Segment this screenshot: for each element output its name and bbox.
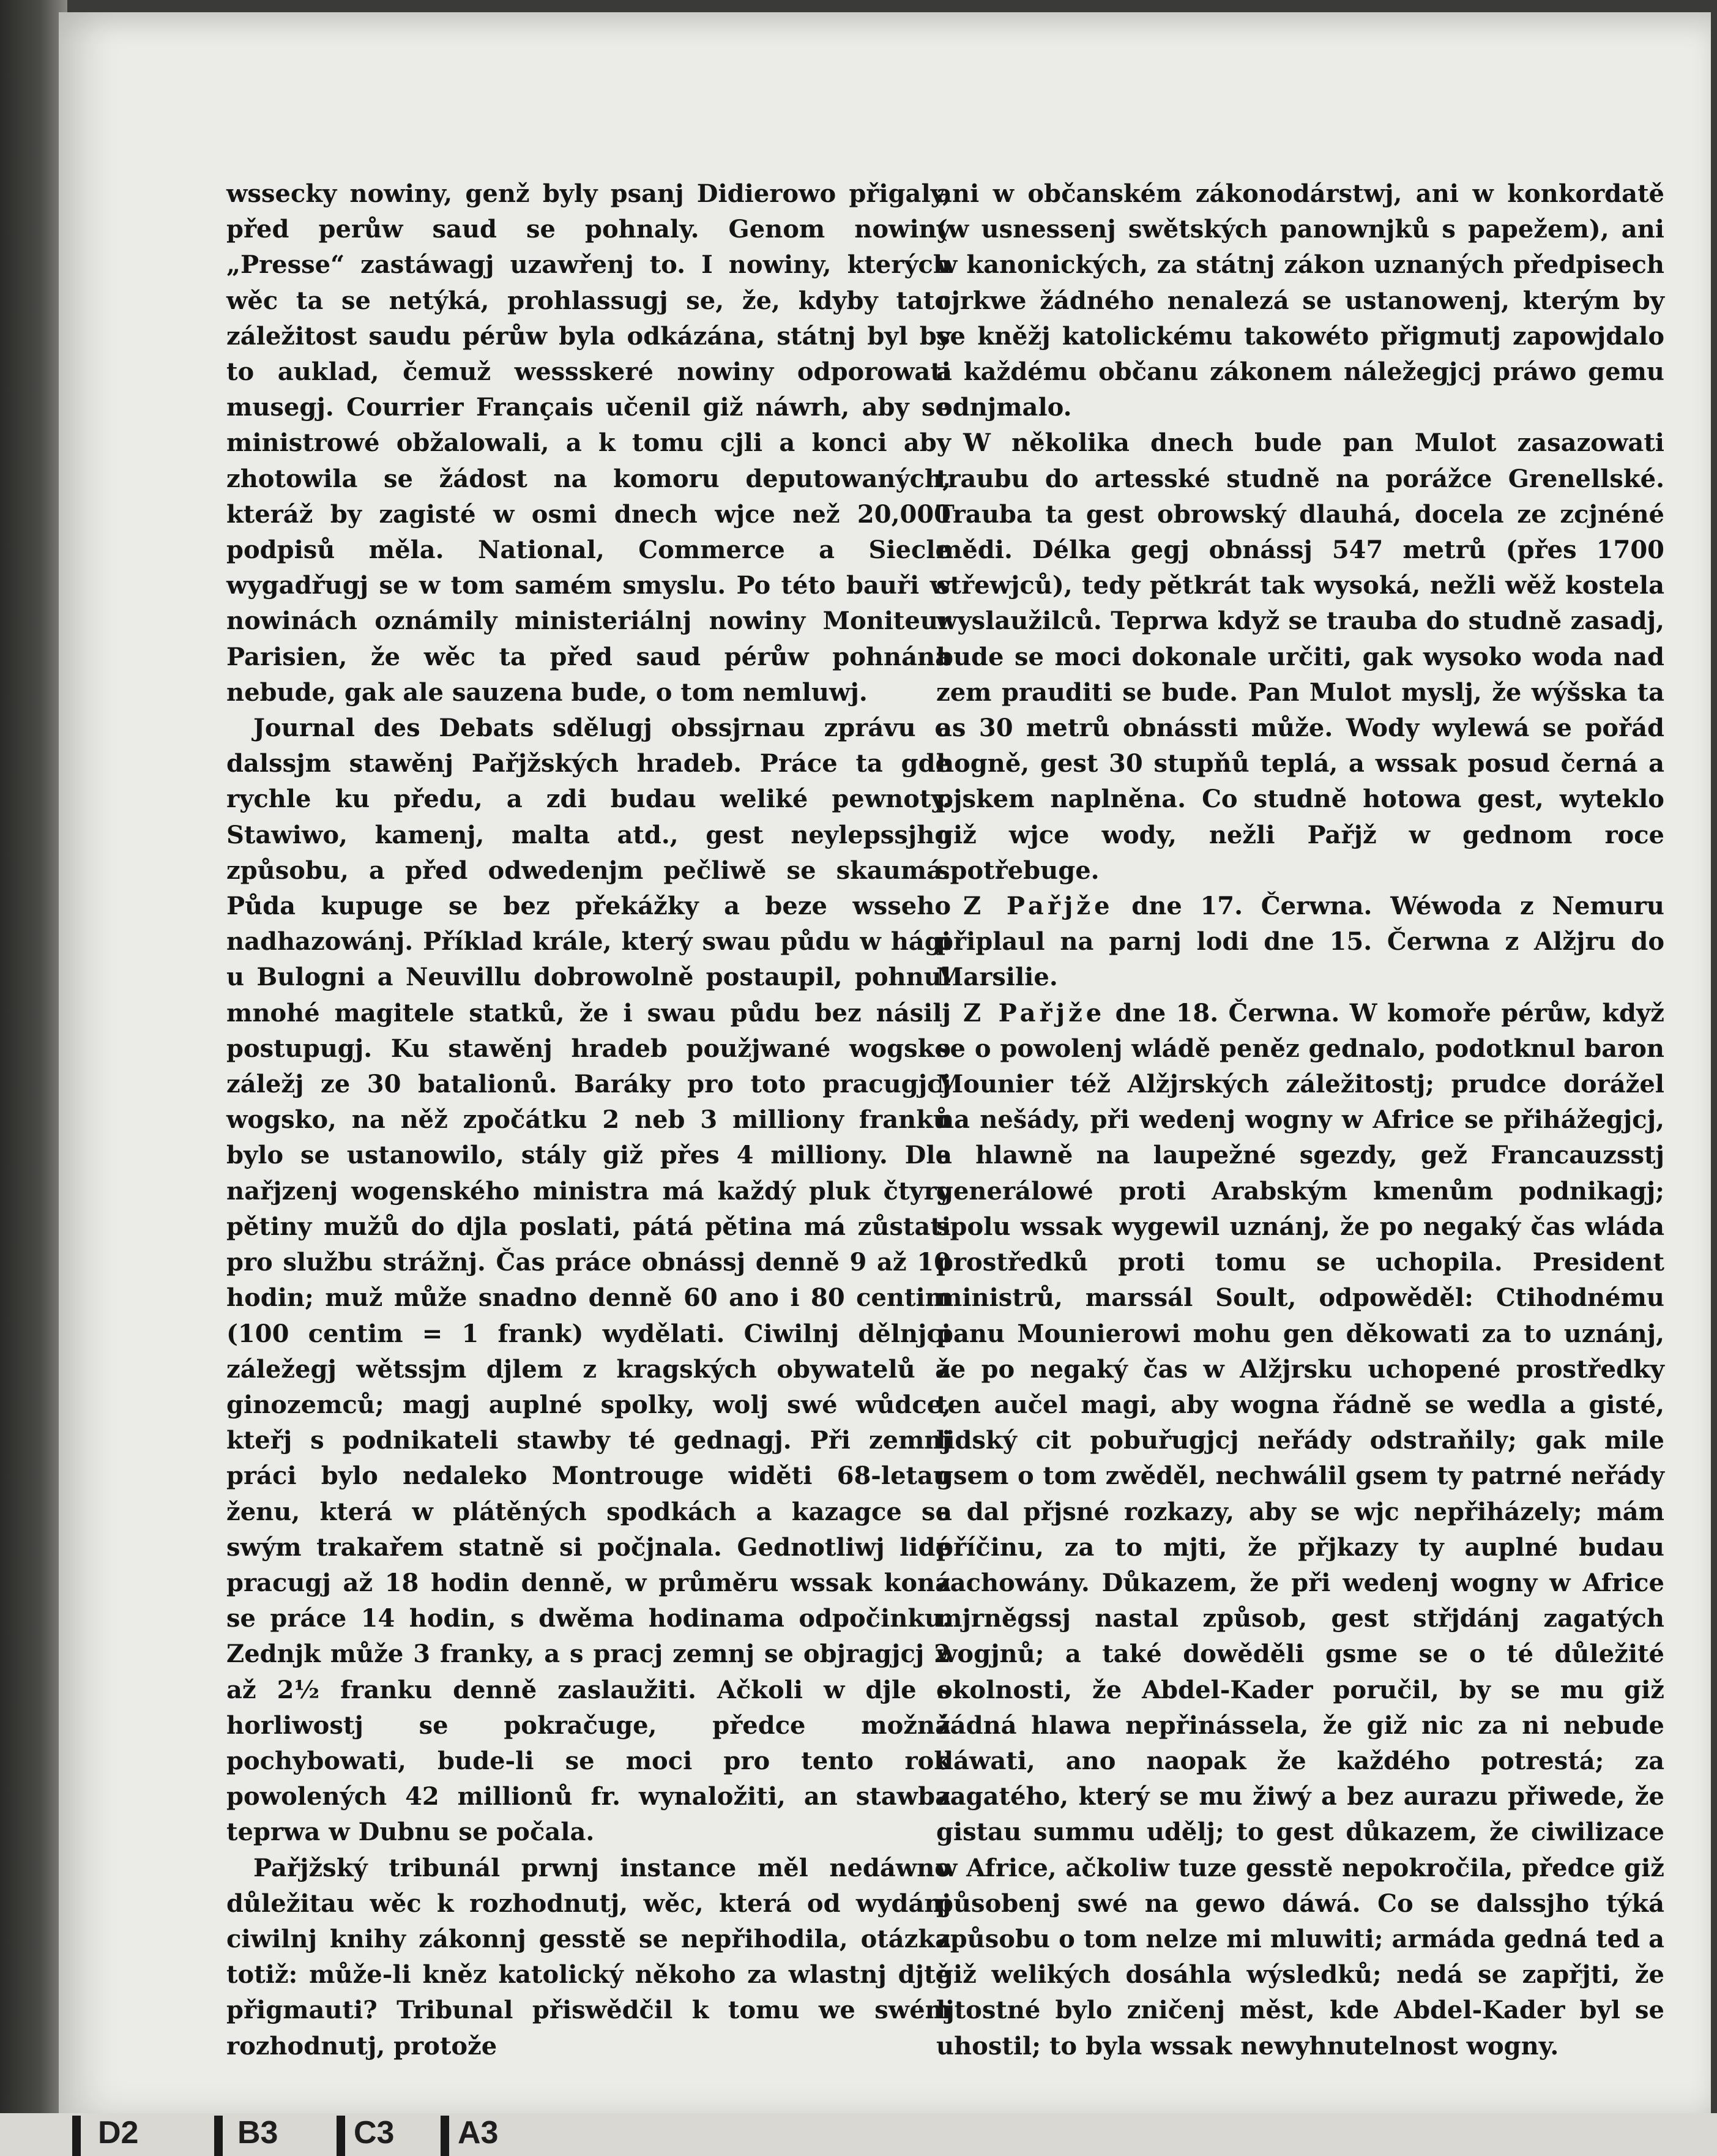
article-artesian-well: W několika dnech bude pan Mulot zasazowati traubu do artesské studně na porážce Grenellské. Trauba ta gest obrowský dlauhá, docela ze zcjnéné mědi. Délka gegj obnássj 547 metrů (přes 1700 střewjců), tedy pětkrát tak wysoká, nežli wěž kostela wyslaužilců. Teprwa když se trauba do studně zasadj, bude se moci dokonale určiti, gak wysoko woda nad zem prauditi se bude. Pan Mulot myslj, že wýšska ta as 30 metrů obnássti může. Wody wylewá se pořád hogně, gest 30 stupňů teplá, a wssak posud černá a pjskem naplněna. Co studně hotowa gest, wyteklo giž wjce wody, nežli Pařjž w gednom roce spotřebuge.: [936, 428, 1664, 885]
article-paris-tribunal: Pařjžský tribunál prwnj instance měl nedáwno důležitau wěc k rozhodnutj, wěc, která od wydánj ciwilnj knihy zákonnj gesstě se nepřihodila, otázka totiž: může-li kněz katolický někoho za wlastnj djtě přigmauti? Tribunal přiswědčil k tomu we swém rozhodnutj, protože: [226, 1853, 951, 2061]
dateline-place: Z Pařjže: [963, 892, 1114, 921]
article-tribunal-continuation: ani w občanském zákonodárstwj, ani w konkordatě (w usnessenj swětských panownjků s papežem), ani w kanonických, za státnj zákon uznaných předpisech cjrkwe žádného nenalezá se ustanowenj, kterým by se kněžj katolickému takowéto přigmutj zapowjdalo a každému občanu zákonem náležegjcj práwo gemu odnjmalo.: [936, 179, 1664, 422]
dateline-text: dne 18. Čerwna. W komoře pérůw, když se o powolenj wládě peněz gednalo, podotknul baron Mounier též Alžjrských záležitostj; prudce dorážel na nešády, při wedenj wogny w Africe se přihážegjcj, a hlawně na laupežné sgezdy, gež Francauzsstj generálowé proti Arabským kmenům podnikagj; spolu wssak wygewil uznánj, že po negaký čas wláda prostředků proti tomu se uchopila. President ministrů, marssál Soult, odpowěděl: Ctihodnému panu Mounierowi mohu gen děkowati za to uznánj, že po negaký čas w Alžjrsku uchopené prostředky ten aučel magi, aby wogna řádně se wedla a gisté, lidský cit pobuřugjcj neřády odstraňily; gak mile gsem o tom zwěděl, nechwálil gsem ty patrné neřády a dal přjsné rozkazy, aby se wjc nepřiházely; mám příčinu, za to mjti, že přjkazy ty auplné budau zachowány. Důkazem, že při wedenj wogny w Africe mjrněgssj nastal způsob, gest střjdánj zagatých wogjnů; a také dowěděli gsme se o té důležité okolnosti, že Abdel-Kader poručil, by se mu giž žádná hlawa nepřinássela, že giž nic za ni nebude dáwati, ano naopak že každého potrestá; za zagatého, který se mu žiwý a bez aurazu přiwede, že gistau summu udělj; to gest důkazem, že ciwilizace w Africe, ačkoliw tuze gesstě nepokročila, předce giž působenj swé na gewo dáwá. Co se dalssjho týká způsobu o tom nelze mi mluwiti; armáda gedná ted a giž welikých dosáhla wýsledků; nedá se zapřjti, že ljtostné bylo zničenj měst, kde Abdel-Kader byl se uhostil; to byla wssak newyhnutelnost wogny.: [936, 998, 1664, 2061]
target-label-a3: A3: [458, 2115, 499, 2150]
target-tick: [441, 2116, 449, 2156]
article-paris-fortifications: Journal des Debats sdělugj obssjrnau zprávu o dalssjm stawěnj Pařjžských hradeb. Práce ta gde rychle ku předu, a zdi budau weliké pewnoty. Stawiwo, kamenj, malta atd., gest neylepssjho způsobu, a před odwedenjm pečliwě se skaumá. Půda kupuge se bez překážky a beze wsseho nadhazowánj. Příklad krále, který swau půdu w hági u Bulogni a Neuvillu dobrowolně postaupil, pohnul mnohé magitele statků, že i swau půdu bez násilj postupugj. Ku stawěnj hradeb použjwané wogsko záležj ze 30 batalionů. Baráky pro toto pracugjcj wogsko, na něž zpočátku 2 neb 3 milliony franků bylo se ustanowilo, stály giž přes 4 milliony. Dle nařjzenj wogenského ministra má každý pluk čtyry pětiny mužů do djla poslati, pátá pětina má zůstati pro službu strážnj. Čas práce obnássj denně 9 až 10 hodin; muž může snadno denně 60 ano i 80 centim (100 centim = 1 frank) wydělati. Ciwilnj dělnjci záležegj wětssjm djlem z kragských obywatelů a ginozemců; magj auplné spolky, wolj swé wůdce, kteřj s podnikateli stawby té gednagj. Při zemnj práci bylo nedaleko Montrouge widěti 68-letau ženu, která w plátěných spodkách a kazagce se swým trakařem statně si počjnala. Gednotliwj lidé pracugj až 18 hodin denně, w průměru wssak koná se práce 14 hodin, s dwěma hodinama odpočinku. Zednjk může 3 franky, a s pracj zemnj se objragjcj 2 až 2½ franku denně zaslaužiti. Ačkoli w djle s horliwostj se pokračuge, předce možná pochybowati, bude-li se moci pro tento rok powolených 42 millionů fr. wynaložiti, an stawba teprwa w Dubnu se počala.: [226, 714, 951, 1847]
target-label-b3: B3: [237, 2115, 278, 2150]
dateline-place: Z Pařjže: [963, 998, 1106, 1028]
target-tick: [214, 2116, 223, 2156]
scan-target-strip: [0, 2113, 1717, 2156]
scan-edge: [0, 0, 67, 2156]
newspaper-page: [59, 12, 1711, 2117]
target-label-c3: C3: [354, 2115, 395, 2150]
target-label-d2: D2: [98, 2115, 139, 2150]
dateline-text: dne 17. Čerwna. Wéwoda z Nemuru připlaul na parnj lodi dne 15. Čerwna z Alžjru do Marsilie.: [936, 892, 1664, 992]
right-column: [936, 176, 1664, 2064]
article-dateline-17-june: [936, 889, 1664, 996]
article-dateline-18-june: [936, 996, 1664, 2064]
left-column: [226, 176, 951, 2064]
article-continuation: wssecky nowiny, genž byly psanj Didierowo přigaly, před perůw saud se pohnaly. Genom nowiny „Presse“ zastáwagj uzawřenj to. I nowiny, kterých wěc ta se netýká, prohlassugj se, že, kdyby tato záležitost saudu pérůw byla odkázána, státnj byl by to auklad, čemuž wessskeré nowiny odporowati musegj. Courrier Français učenil giž náwrh, aby se ministrowé obžalowali, a k tomu cjli a konci aby zhotowila se žádost na komoru deputowaných, kteráž by zagisté w osmi dnech wjce než 20,000 podpisů měla. National, Commerce a Siecle wygadřugj se w tom samém smyslu. Po této bauři w nowinách oznámily ministeriálnj nowiny Moniteur Parisien, že wěc ta před saud pérůw pohnána nebude, gak ale sauzena bude, o tom nemluwj.: [226, 179, 951, 707]
target-tick: [72, 2116, 81, 2156]
target-tick: [337, 2116, 345, 2156]
